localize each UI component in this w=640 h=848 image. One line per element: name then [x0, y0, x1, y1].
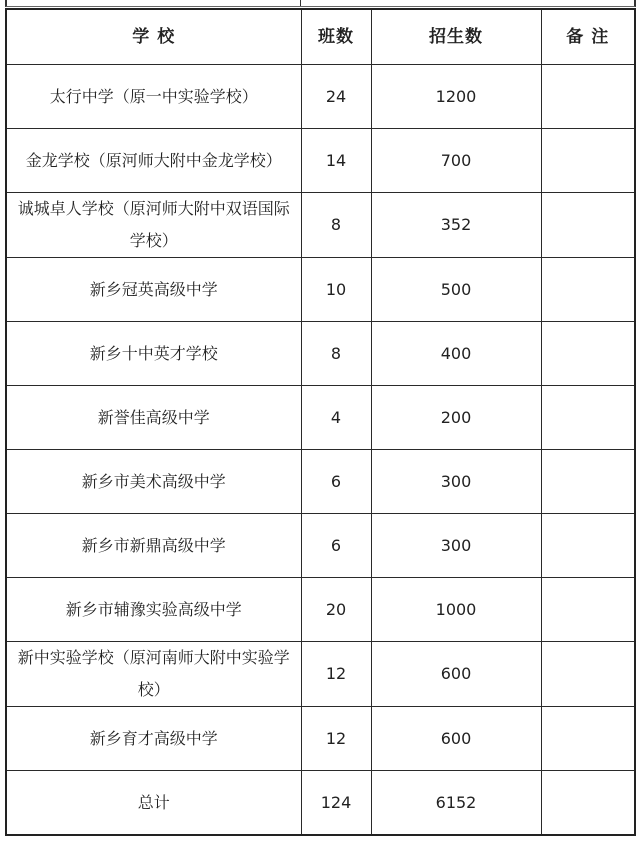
header-school: 学 校 [6, 9, 301, 65]
enrollment-cell: 1200 [371, 65, 541, 129]
school-cell: 新乡市新鼎高级中学 [6, 514, 301, 578]
school-cell: 新乡十中英才学校 [6, 322, 301, 386]
header-classes: 班数 [301, 9, 371, 65]
notes-cell [541, 642, 635, 707]
table-row [6, 129, 635, 193]
school-cell: 金龙学校（原河师大附中金龙学校） [6, 129, 301, 193]
notes-cell [541, 65, 635, 129]
notes-cell [541, 193, 635, 258]
enrollment-cell: 500 [371, 258, 541, 322]
table-row [6, 450, 635, 514]
school-cell: 新乡育才高级中学 [6, 707, 301, 771]
total-notes [541, 771, 635, 836]
table-row [6, 193, 635, 258]
table-row [6, 386, 635, 450]
enrollment-cell: 200 [371, 386, 541, 450]
header-row [6, 9, 635, 65]
enrollment-table [5, 8, 636, 836]
table-row [6, 514, 635, 578]
enrollment-cell: 1000 [371, 578, 541, 642]
school-cell: 新中实验学校（原河南师大附中实验学校） [6, 642, 301, 707]
enrollment-cell: 400 [371, 322, 541, 386]
notes-cell [541, 578, 635, 642]
classes-cell: 4 [301, 386, 371, 450]
total-row [6, 771, 635, 836]
classes-cell: 24 [301, 65, 371, 129]
total-label: 总计 [6, 771, 301, 836]
enrollment-cell: 352 [371, 193, 541, 258]
enrollment-cell: 600 [371, 642, 541, 707]
previous-row-stub [5, 0, 636, 7]
classes-cell: 12 [301, 707, 371, 771]
classes-cell: 8 [301, 193, 371, 258]
table-row [6, 258, 635, 322]
school-cell: 新乡市美术高级中学 [6, 450, 301, 514]
total-classes: 124 [301, 771, 371, 836]
header-enrollment: 招生数 [371, 9, 541, 65]
school-cell: 诚城卓人学校（原河师大附中双语国际学校） [6, 193, 301, 258]
enrollment-cell: 600 [371, 707, 541, 771]
classes-cell: 6 [301, 514, 371, 578]
table-row [6, 707, 635, 771]
header-notes: 备 注 [541, 9, 635, 65]
table-row [6, 322, 635, 386]
classes-cell: 6 [301, 450, 371, 514]
notes-cell [541, 258, 635, 322]
notes-cell [541, 707, 635, 771]
school-cell: 新誉佳高级中学 [6, 386, 301, 450]
notes-cell [541, 450, 635, 514]
notes-cell [541, 514, 635, 578]
enrollment-cell: 700 [371, 129, 541, 193]
classes-cell: 12 [301, 642, 371, 707]
table-row [6, 642, 635, 707]
school-cell: 新乡市辅豫实验高级中学 [6, 578, 301, 642]
classes-cell: 8 [301, 322, 371, 386]
classes-cell: 10 [301, 258, 371, 322]
notes-cell [541, 322, 635, 386]
classes-cell: 14 [301, 129, 371, 193]
school-cell: 太行中学（原一中实验学校） [6, 65, 301, 129]
table-row [6, 65, 635, 129]
classes-cell: 20 [301, 578, 371, 642]
total-enrollment: 6152 [371, 771, 541, 836]
notes-cell [541, 129, 635, 193]
notes-cell [541, 386, 635, 450]
enrollment-cell: 300 [371, 450, 541, 514]
enrollment-cell: 300 [371, 514, 541, 578]
table-row [6, 578, 635, 642]
school-cell: 新乡冠英高级中学 [6, 258, 301, 322]
